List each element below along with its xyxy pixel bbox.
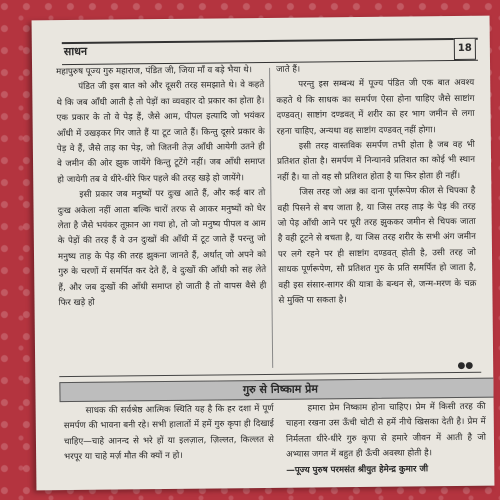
paragraph: जाते हैं। bbox=[276, 64, 301, 75]
section-title: गुरु से निष्काम प्रेम bbox=[59, 378, 494, 403]
right-column bbox=[276, 61, 477, 310]
paragraph: जिस तरह जो अन्न का दाना पूर्णरूपेण कील से चिपका है वही पिसने से बच जाता है, या जिस तरह ताड़ के पेड़ की तरह जो पेड़ आँधी आने पर पूरी तरह झुककर जमीन से चिपक जाता है वही टूटने से बचता है, या जिस तरह शरीर के सभी अंग जमीन पर लगे रहने पर ही साष्टांग दण्डवत् होती है, उसी तरह जो साधक पूर्णरूपेण, सौ प्रतिशत गुरु के प्रति समर्पित हो जाता है, वही इस संसार-सागर की यात्रा के बन्धन से, जन्म-मरण के चक्र से मुक्ति पा सकता है। bbox=[277, 186, 477, 306]
section-right-column bbox=[286, 400, 487, 479]
section-left-column bbox=[64, 402, 275, 466]
paragraph: इसी प्रकार जब मनुष्यों पर दुःख आते हैं, और कई बार तो दुःख अकेला नहीं आता बल्कि चारों तरफ से आकर मनुष्यों को घेर लेता है जैसे भयंकर तूफ़ान आ गया हो, तो जो मनुष्य पीपल व आम के पेड़ों की तरह हैं वे उन दुःखों की आँधी में टूट जाते हैं परन्तु जो मनुष्य ताड़ के पेड़ की तरह झुकना जानते हैं, अर्थात् जो अपने को गुरु के चरणों में समर्पित कर देते हैं, वे दुःखों की आँधी को सह लेते हैं, और जब दुःखों की आँधी समाप्त हो जाती है तो वापस वैसे ही फिर खड़े हो bbox=[57, 188, 267, 309]
column-divider bbox=[269, 68, 273, 368]
paragraph: परन्तु इस सम्बन्ध में पूज्य पंडित जी एक बात अवश्य कहते थे कि साधक का समर्पण ऐसा होना चाहिए जैसे साष्टांग दण्डवत्। साष्टांग दण्डवत् में शरीर का हर भाग जमीन से लगा रहना चाहिए, अन्यथा वह साष्टांग दण्डवत् नहीं होगा। bbox=[276, 78, 475, 137]
left-column bbox=[56, 63, 267, 312]
attribution: —पूज्य पुरुष परमसंत श्रीयुत हेमेन्द्र कुमार जी bbox=[286, 463, 429, 476]
paragraph: साधक की सर्वश्रेष्ठ आत्मिक स्थिति यह है कि हर दशा में पूर्ण समर्पण की भावना बनी रहे। सभी हालातों में हमें गुरु कृपा ही दिखाई चाहिए—चाहे आनन्द से भरे हों या इलज़ाल, ज़िल्लत, किल्लत से भरपूर या चाहे मर्ज़ मौत की क्यों न हो। bbox=[63, 403, 275, 463]
paragraph: इसी तरह वास्तविक समर्पण तभी होता है जब वह भी प्रतिशत होता है। समर्पण में निन्यानवे प्रतिशत का कोई भी स्थान नहीं है। या तो वह सौ प्रतिशत होता है या फिर होता ही नहीं। bbox=[276, 139, 476, 183]
book-page bbox=[32, 16, 495, 491]
page-number: 18 bbox=[454, 38, 476, 60]
section-rule bbox=[59, 372, 481, 377]
paragraph: पंडित जी इस बात को और दूसरी तरह समझाते थे। वे कहते थे कि जब आँधी आती है तो पेड़ों का व्यवहार दो प्रकार का होता है। एक प्रकार के तो वे पेड़ हैं, जैसे आम, पीपल इत्यादि जो भयंकर आँधी में उखड़कर गिर जाते हैं या टूट जाते हैं। किन्तु दूसरे प्रकार के पेड़ वे हैं, जैसे ताड़ का पेड़, जो जितनी तेज़ आँधी आयेगी उतने ही वे जमीन की ओर झुक जायेंगे किन्तु टूटेंगे नहीं। जब आँधी समाप्त हो जायेगी तब वे धीरे-धीरे फिर पहले की तरह खड़े हो जायेंगे। bbox=[56, 80, 266, 185]
end-mark: ●● bbox=[457, 360, 474, 371]
paragraph: महापुरुष पूज्य गुरु महाराज, पंडित जी, जिया माँ व बड़े भैया थे। bbox=[56, 65, 253, 78]
header-title: साधन bbox=[63, 44, 88, 59]
paragraph: हमारा प्रेम निष्काम होना चाहिए। प्रेम में किसी तरह की चाहना रखना उस ऊँची चोटी से हमें नीचे खिसका देती है। प्रेम में निर्मलता धीरे-धीरे गुरु कृपा से हमारे जीवन में आती है जो अभ्यास जगत में बहुत ही ऊँची अवस्था होती है। bbox=[285, 401, 486, 460]
